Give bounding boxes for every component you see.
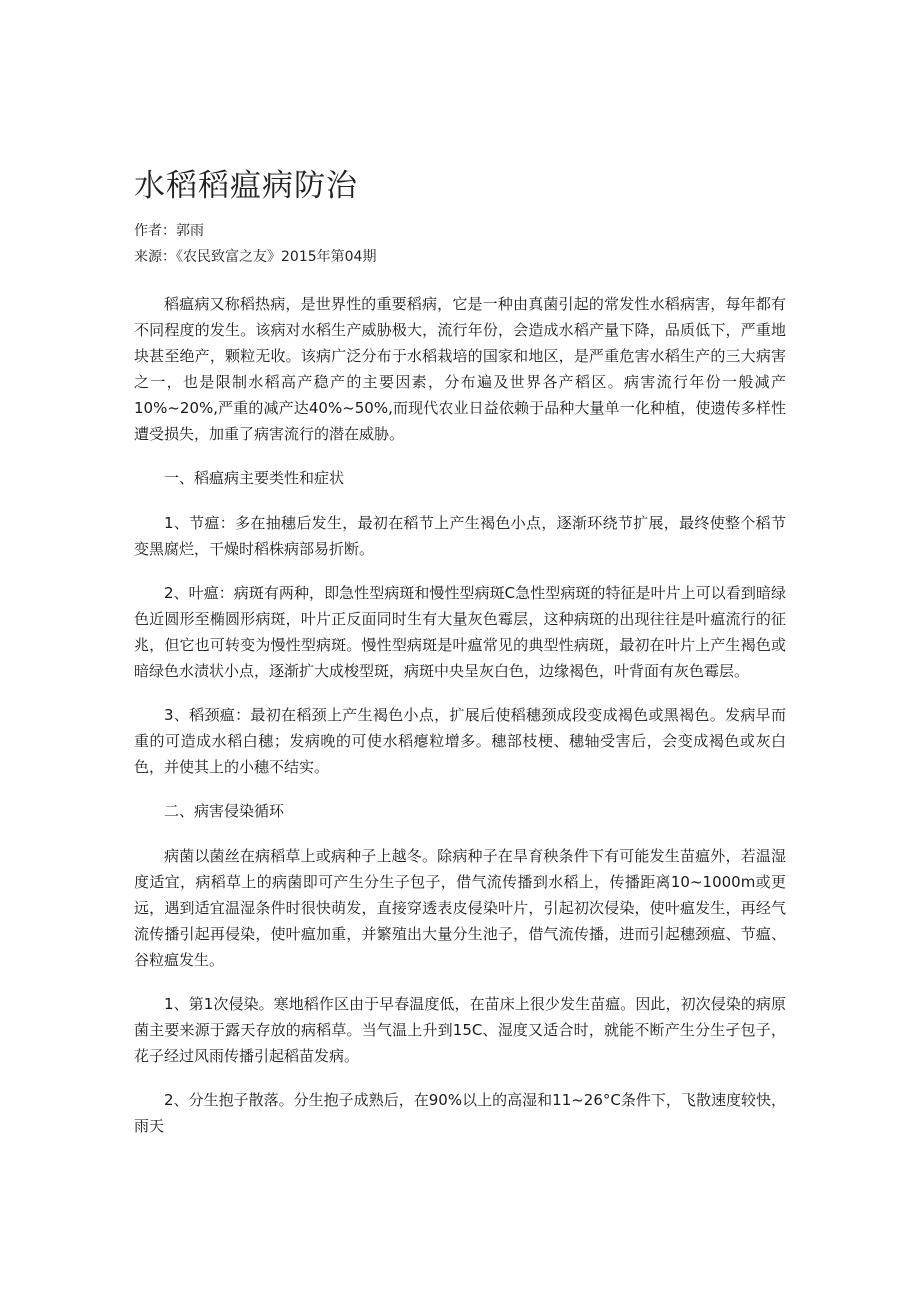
article-title: 水稻稻瘟病防治: [134, 168, 358, 204]
paragraph-intro: 稻瘟病又称稻热病，是世界性的重要稻病，它是一种由真菌引起的常发性水稻病害，每年都有不同程度的发生。该病对水稻生产威胁极大，流行年份，会造成水稻产量下降，品质低下，严重地块甚至绝产，颗粒无收。该病广泛分布于水稻栽培的国家和地区，是严重危害水稻生产的三大病害之一，也是限制水稻高产稳产的主要因素，分布遍及世界各产稻区。病害流行年份一般减产10%~20%,严重的减产达40%~50%,而现代农业日益依赖于品种大量单一化种植，使遗传多样性遭受损失，加重了病害流行的潜在威胁。: [134, 295, 786, 443]
paragraph-overwintering: 病菌以菌丝在病稻草上或病种子上越冬。除病种子在旱育秧条件下有可能发生苗瘟外，若温湿度适宜，病稻草上的病菌即可产生分生子包子，借气流传播到水稻上，传播距离10~1000m或更远，遇到适宜温湿条件时很快萌发，直接穿透表皮侵染叶片，引起初次侵染，使叶瘟发生，再经气流传播引起再侵染，使叶瘟加重，并繁殖出大量分生池子，借气流传播，进而引起穗颈瘟、节瘟、谷粒瘟发生。: [134, 847, 786, 969]
paragraph-neck-blast: 3、稻颈瘟：最初在稻颈上产生褐色小点，扩展后使稻穗颈成段变成褐色或黑褐色。发病早而重的可造成水稻白穗；发病晚的可使水稻瘪粒增多。穗部枝梗、穗轴受害后，会变成褐色或灰白色，并使其上的小穗不结实。: [134, 706, 786, 776]
paragraph-leaf-blast: 2、叶瘟：病斑有两种，即急性型病斑和慢性型病斑C急性型病斑的特征是叶片上可以看到暗绿色近圆形至椭圆形病斑，叶片正反面同时生有大量灰色霉层，这种病斑的出现往往是叶瘟流行的征兆，但它也可转变为慢性型病斑。慢性型病斑是叶瘟常见的典型性病斑，最初在叶片上产生褐色或暗绿色水渍状小点，逐渐扩大成梭型斑，病斑中央呈灰白色，边缘褐色，叶背面有灰色霉层。: [134, 584, 786, 680]
paragraph-spore-dispersal: 2、分生抱子散落。分生抱子成熟后，在90%以上的高湿和11~26°C条件下，飞散速度较快，雨天: [134, 1091, 786, 1135]
article-author: 作者：郭雨: [134, 223, 204, 239]
paragraph-first-infection: 1、第1次侵染。寒地稻作区由于早春温度低，在苗床上很少发生苗瘟。因此，初次侵染的病原菌主要来源于露天存放的病稻草。当气温上升到15C、湿度又适合时，就能不断产生分生孑包子，花子经过风雨传播引起稻苗发病。: [134, 995, 786, 1065]
article-source: 来源：《农民致富之友》2015年第04期: [134, 249, 377, 265]
section-heading-symptoms: 一、稻瘟病主要类性和症状: [164, 469, 345, 487]
article-body: [134, 291, 786, 1157]
paragraph-node-blast: 1、节瘟：多在抽穗后发生，最初在稻节上产生褐色小点，逐渐环绕节扩展，最终使整个稻节变黑腐烂，干燥时稻株病部易折断。: [134, 514, 786, 558]
section-heading-infection-cycle: 二、病害侵染循环: [164, 802, 285, 820]
